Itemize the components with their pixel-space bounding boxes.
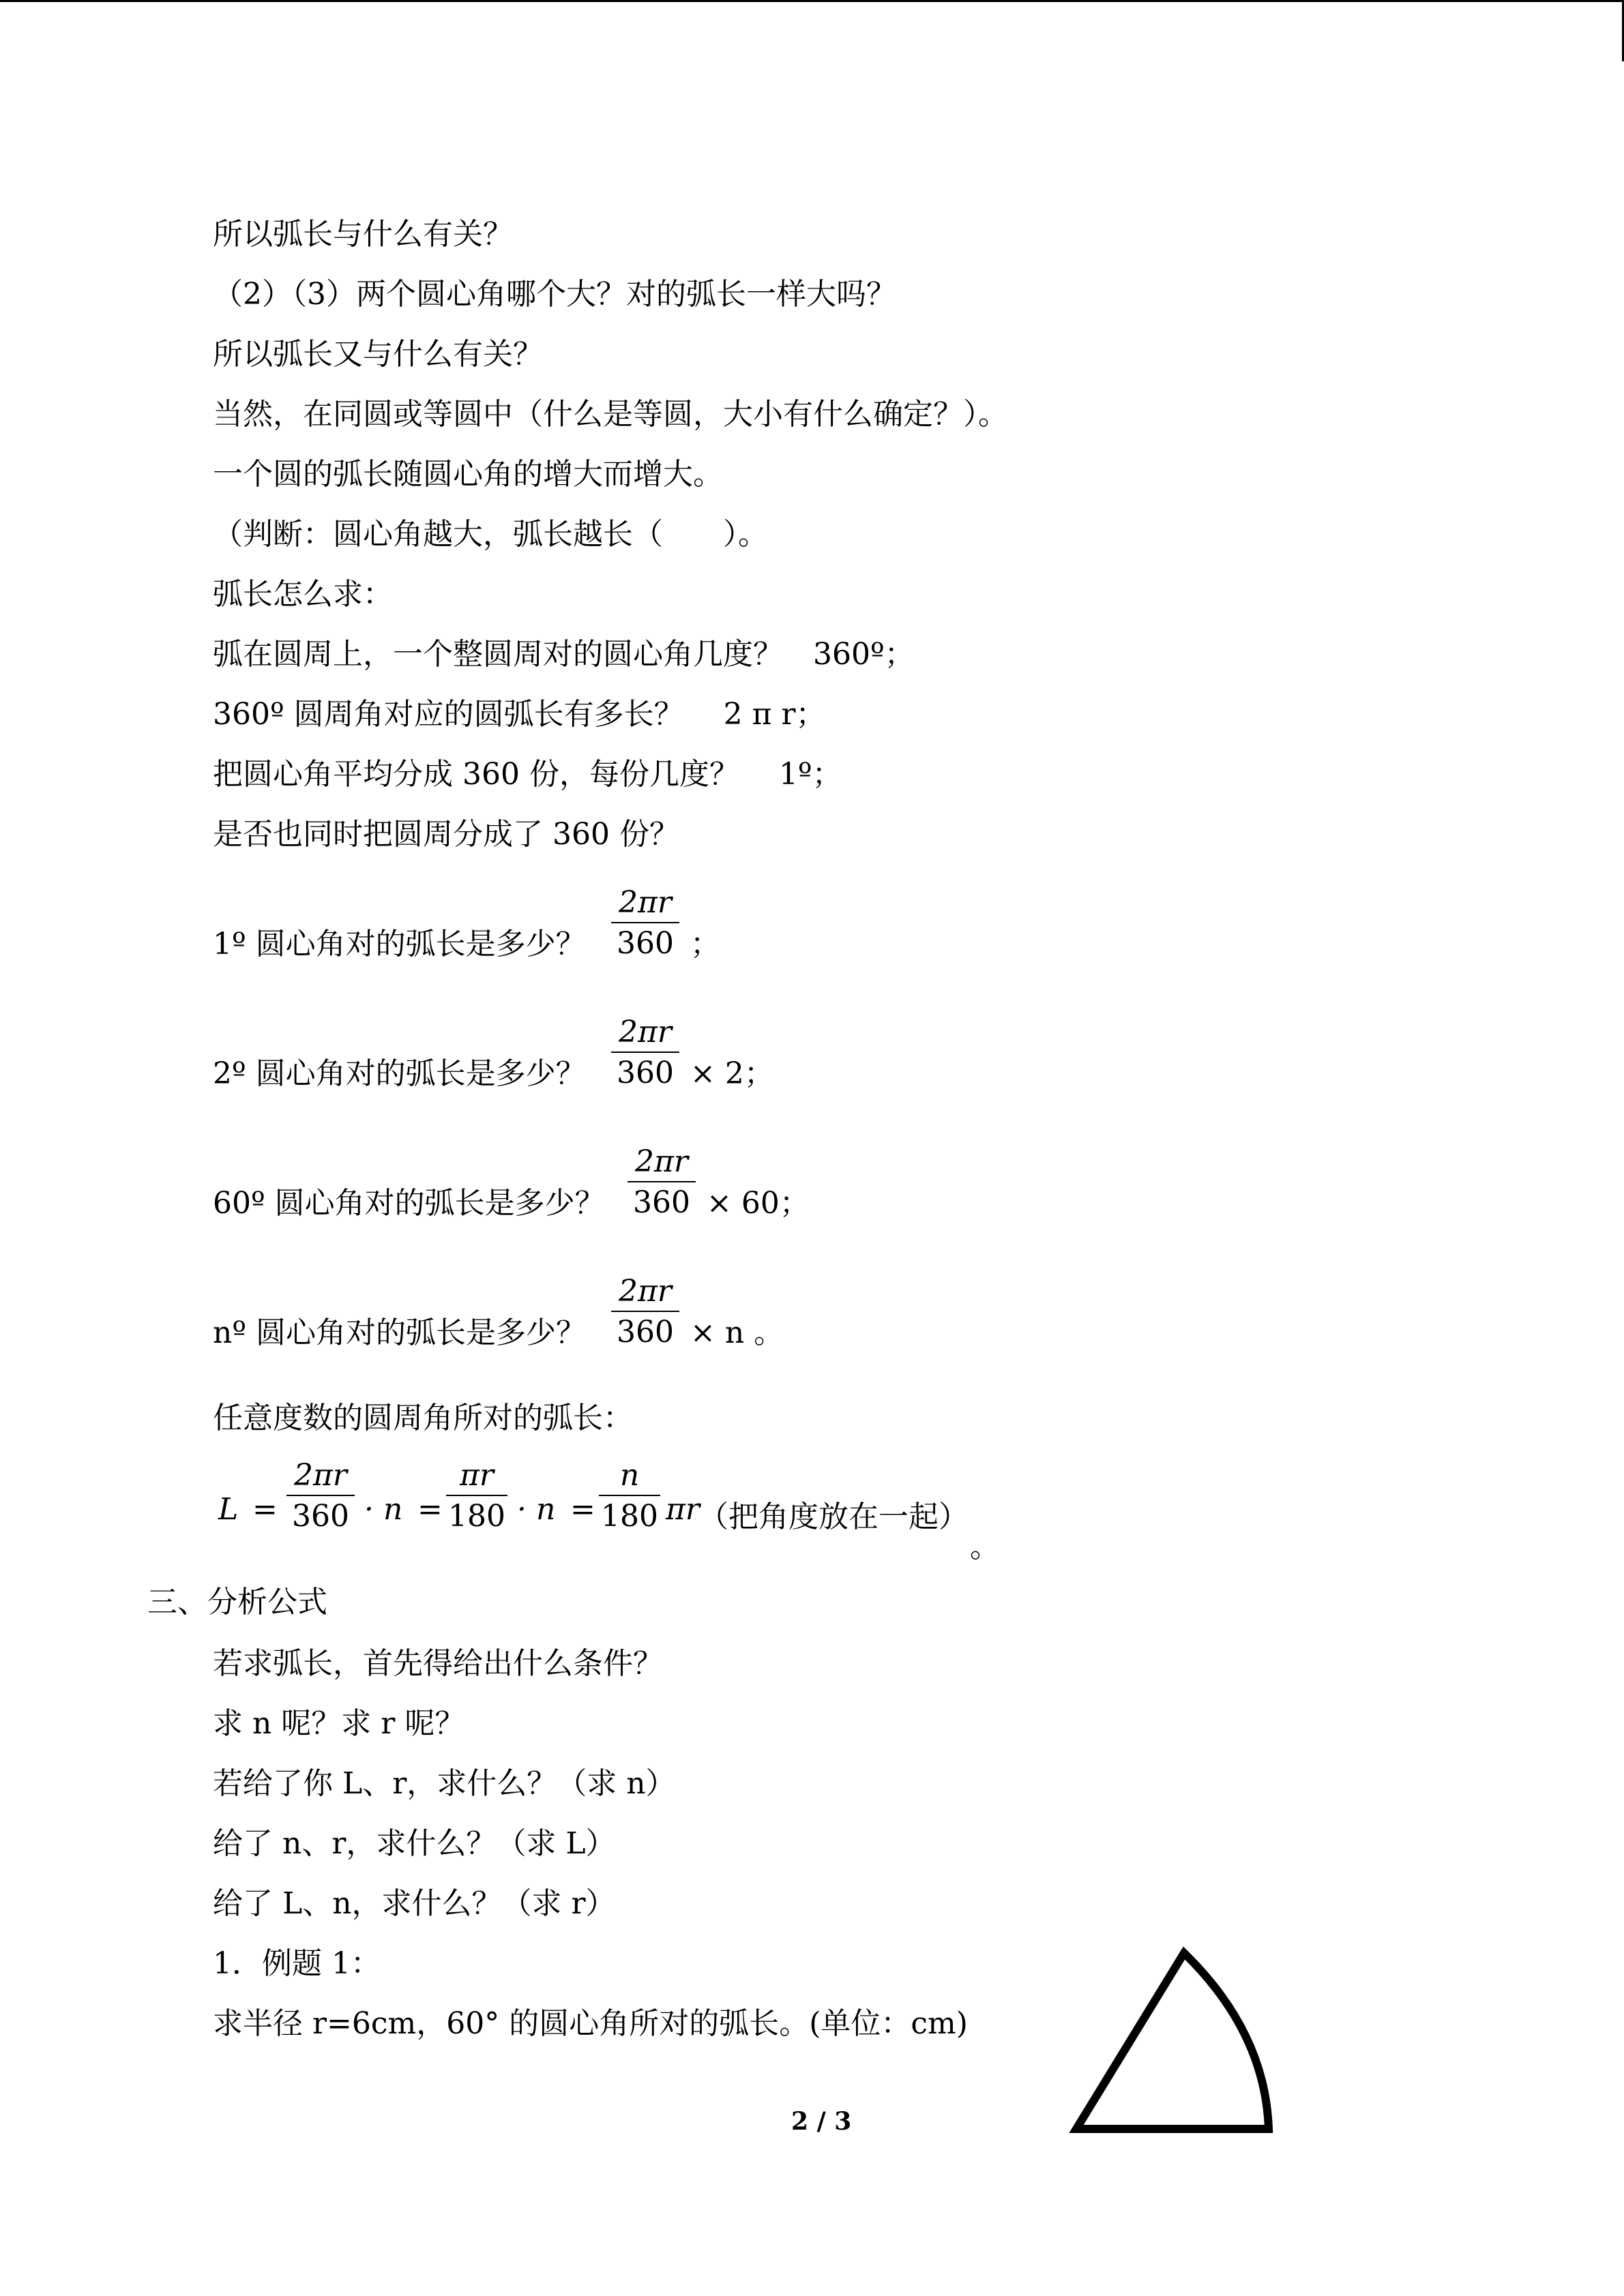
text-line-6: （判断：圆心角越大，弧长越长（ ）。 <box>213 517 768 552</box>
equation-4 <box>213 1275 827 1377</box>
formula-dot-n-2: · n <box>517 1492 556 1527</box>
text-line-8: 弧在圆周上，一个整圆周对的圆心角几度？ 360º； <box>213 637 915 672</box>
fraction-2pir-360 <box>628 1146 696 1219</box>
fraction-numerator: 2πr <box>619 1274 672 1309</box>
fraction-2pir-360 <box>611 1016 679 1090</box>
text-line-9: 360º 圆周角对应的圆弧长有多长？ 2 π r； <box>213 697 826 732</box>
question-5: 给了 L、n，求什么？（求 r） <box>213 1886 616 1921</box>
fraction-bar <box>611 922 679 923</box>
fraction-denominator: 360 <box>292 1499 349 1534</box>
text-line-10: 把圆心角平均分成 360 份，每份几度？ 1º； <box>213 757 842 792</box>
general-formula-intro: 任意度数的圆周角所对的弧长： <box>213 1401 633 1435</box>
fraction-2pir-360 <box>611 886 679 960</box>
text-line-11: 是否也同时把圆周分成了 360 份？ <box>213 817 679 852</box>
fraction-bar <box>611 1052 679 1053</box>
fraction-pir-180 <box>446 1459 507 1533</box>
equation-2-lead: 2º 圆心角对的弧长是多少？ <box>213 1056 586 1091</box>
fraction-numerator: πr <box>460 1458 494 1493</box>
section-3-heading: 三、分析公式 <box>147 1585 327 1620</box>
fraction-denominator: 180 <box>601 1499 658 1534</box>
formula-end-period: 。 <box>970 1530 1000 1564</box>
text-line-4: 当然，在同圆或等圆中（什么是等圆，大小有什么确定？）。 <box>213 397 1008 432</box>
formula-equals-1: = <box>252 1492 278 1527</box>
fraction-bar <box>628 1181 696 1182</box>
text-line-7: 弧长怎么求： <box>213 577 393 612</box>
fraction-denominator: 360 <box>617 1315 674 1350</box>
example-title: 1．例题 1： <box>213 1946 381 1981</box>
text-line-3: 所以弧长又与什么有关？ <box>213 337 543 372</box>
fraction-numerator: 2πr <box>635 1144 688 1179</box>
example-text: 求半径 r=6cm，60° 的圆心角所对的弧长。(单位：cm) <box>213 2006 968 2041</box>
sector-figure <box>1050 1937 1282 2141</box>
equation-3 <box>213 1146 827 1248</box>
fraction-denominator: 360 <box>633 1185 690 1220</box>
equation-4-lead: nº 圆心角对的弧长是多少？ <box>213 1315 587 1350</box>
sector-shape <box>1076 1953 1269 2129</box>
general-formula <box>213 1458 1031 1564</box>
formula-dot-n-1: · n <box>364 1492 403 1527</box>
fraction-numerator: 2πr <box>294 1458 347 1493</box>
fraction-bar <box>446 1495 507 1496</box>
equation-4-after: × n 。 <box>690 1315 784 1350</box>
formula-L: L <box>218 1492 239 1527</box>
fraction-numerator: 2πr <box>619 1015 672 1049</box>
equation-3-after: × 60； <box>707 1186 810 1221</box>
question-2: 求 n 呢？求 r 呢？ <box>213 1706 465 1741</box>
question-3: 若给了你 L、r，求什么？（求 n） <box>213 1766 676 1801</box>
text-line-1: 所以弧长与什么有关？ <box>213 217 513 252</box>
top-border <box>0 0 1624 2</box>
equation-1 <box>213 886 827 989</box>
fraction-2pir-360 <box>286 1459 355 1533</box>
formula-pir: πr <box>666 1492 700 1527</box>
equation-1-after: ； <box>690 927 720 961</box>
formula-equals-3: = <box>570 1492 595 1527</box>
fraction-2pir-360 <box>611 1275 679 1349</box>
equation-2 <box>213 1016 827 1118</box>
text-line-5: 一个圆的弧长随圆心角的增大而增大。 <box>213 457 723 492</box>
formula-equals-2: = <box>417 1492 443 1527</box>
fraction-denominator: 360 <box>617 926 674 961</box>
fraction-numerator: n <box>619 1458 640 1493</box>
fraction-bar <box>611 1311 679 1312</box>
page-number: 2 / 3 <box>791 2107 852 2136</box>
fraction-numerator: 2πr <box>619 885 672 920</box>
text-line-2: （2）（3）两个圆心角哪个大？对的弧长一样大吗？ <box>213 277 896 312</box>
fraction-denominator: 360 <box>617 1056 674 1090</box>
fraction-n-180 <box>599 1459 660 1533</box>
formula-note: （把角度放在一起） <box>698 1500 969 1534</box>
question-4: 给了 n、r，求什么？（求 L） <box>213 1826 616 1861</box>
question-1: 若求弧长，首先得给出什么条件？ <box>213 1646 663 1681</box>
equation-3-lead: 60º 圆心角对的弧长是多少？ <box>213 1186 605 1221</box>
fraction-denominator: 180 <box>448 1499 505 1534</box>
fraction-bar <box>599 1495 660 1496</box>
fraction-bar <box>286 1495 355 1496</box>
equation-2-after: × 2； <box>690 1056 774 1091</box>
equation-1-lead: 1º 圆心角对的弧长是多少？ <box>213 927 586 961</box>
